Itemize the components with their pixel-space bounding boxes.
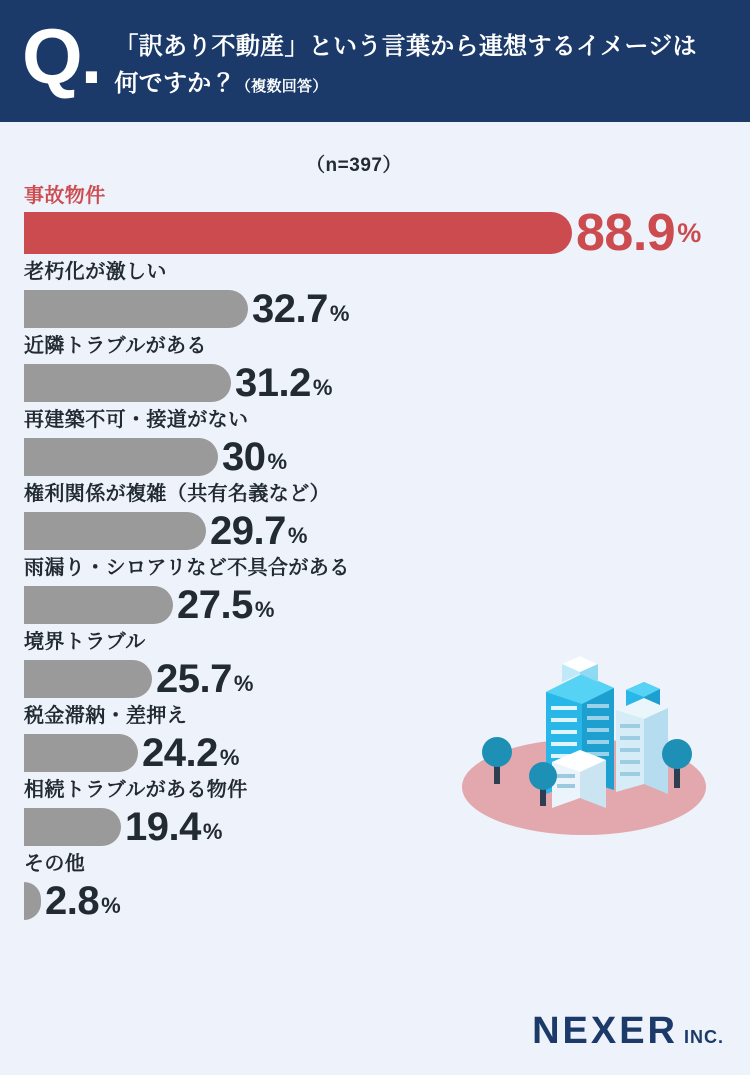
bar-value: 27.5 (177, 583, 253, 627)
bar-value: 30 (222, 435, 266, 479)
bar-row-label: 近隣トラブルがある (24, 335, 207, 357)
nexer-logo (532, 1010, 724, 1053)
bar-row-label: 老朽化が激しい (24, 261, 167, 283)
bar (24, 290, 248, 328)
bar (24, 660, 152, 698)
bar-unit: % (233, 671, 254, 696)
bar-unit: % (287, 523, 308, 548)
bar-unit: % (312, 375, 333, 400)
bar-row (24, 777, 726, 849)
bar-rows (24, 183, 726, 923)
bar-row (24, 333, 726, 405)
bar (24, 586, 173, 624)
bar-row (24, 183, 726, 262)
bar (24, 512, 206, 550)
bar (24, 734, 138, 772)
logo-sub-text: INC. (684, 1027, 724, 1047)
bar-unit: % (219, 745, 240, 770)
bar-row-label: 再建築不可・接道がない (24, 409, 249, 431)
bar (24, 212, 572, 254)
bar (24, 808, 121, 846)
sample-size-label: （n=397） (306, 155, 402, 176)
bar-row-label: 税金滞納・差押え (24, 705, 188, 727)
bar-row-label: 境界トラブル (24, 631, 146, 653)
bar-row-label: 権利関係が複雑（共有名義など） (24, 483, 330, 505)
question-line-2: 何ですか？ (114, 70, 236, 97)
bar-value: 29.7 (210, 509, 286, 553)
bar-unit: % (101, 893, 121, 918)
bar-value: 25.7 (156, 657, 232, 701)
chart-area (0, 122, 750, 1075)
bar-row (24, 259, 726, 331)
bar-row (24, 481, 726, 553)
bar-value: 19.4 (125, 805, 201, 849)
bar-value: 88.9 (576, 204, 676, 262)
bar-row (24, 629, 726, 701)
bar-row (24, 555, 726, 627)
bar-unit: % (254, 597, 275, 622)
bar-unit: % (267, 449, 288, 474)
bar-row-label: 雨漏り・シロアリなど不具合がある (24, 557, 350, 579)
bar-row (24, 851, 726, 923)
question-mark: Q. (22, 12, 101, 100)
bar-row (24, 703, 726, 775)
bar-unit: % (202, 819, 223, 844)
bar-row-label: 相続トラブルがある物件 (24, 779, 248, 801)
bar-unit: % (329, 301, 350, 326)
bar-value: 24.2 (142, 731, 218, 775)
question-text (114, 28, 696, 105)
bar-value: 32.7 (252, 287, 328, 331)
question-line-1: 「訳あり不動産」という言葉から連想するイメージは (114, 33, 697, 60)
logo-main-text: NEXER (532, 1010, 678, 1052)
bar-row (24, 407, 726, 479)
bar-row-label: 事故物件 (24, 185, 106, 207)
question-header (0, 0, 750, 122)
bar-row-label: その他 (24, 853, 86, 875)
bar (24, 364, 231, 402)
bar (24, 882, 41, 920)
question-note: （複数回答） (235, 78, 328, 95)
bar-value: 31.2 (235, 361, 311, 405)
bar (24, 438, 218, 476)
bar-value: 2.8 (45, 879, 100, 923)
bar-unit: % (677, 218, 702, 248)
